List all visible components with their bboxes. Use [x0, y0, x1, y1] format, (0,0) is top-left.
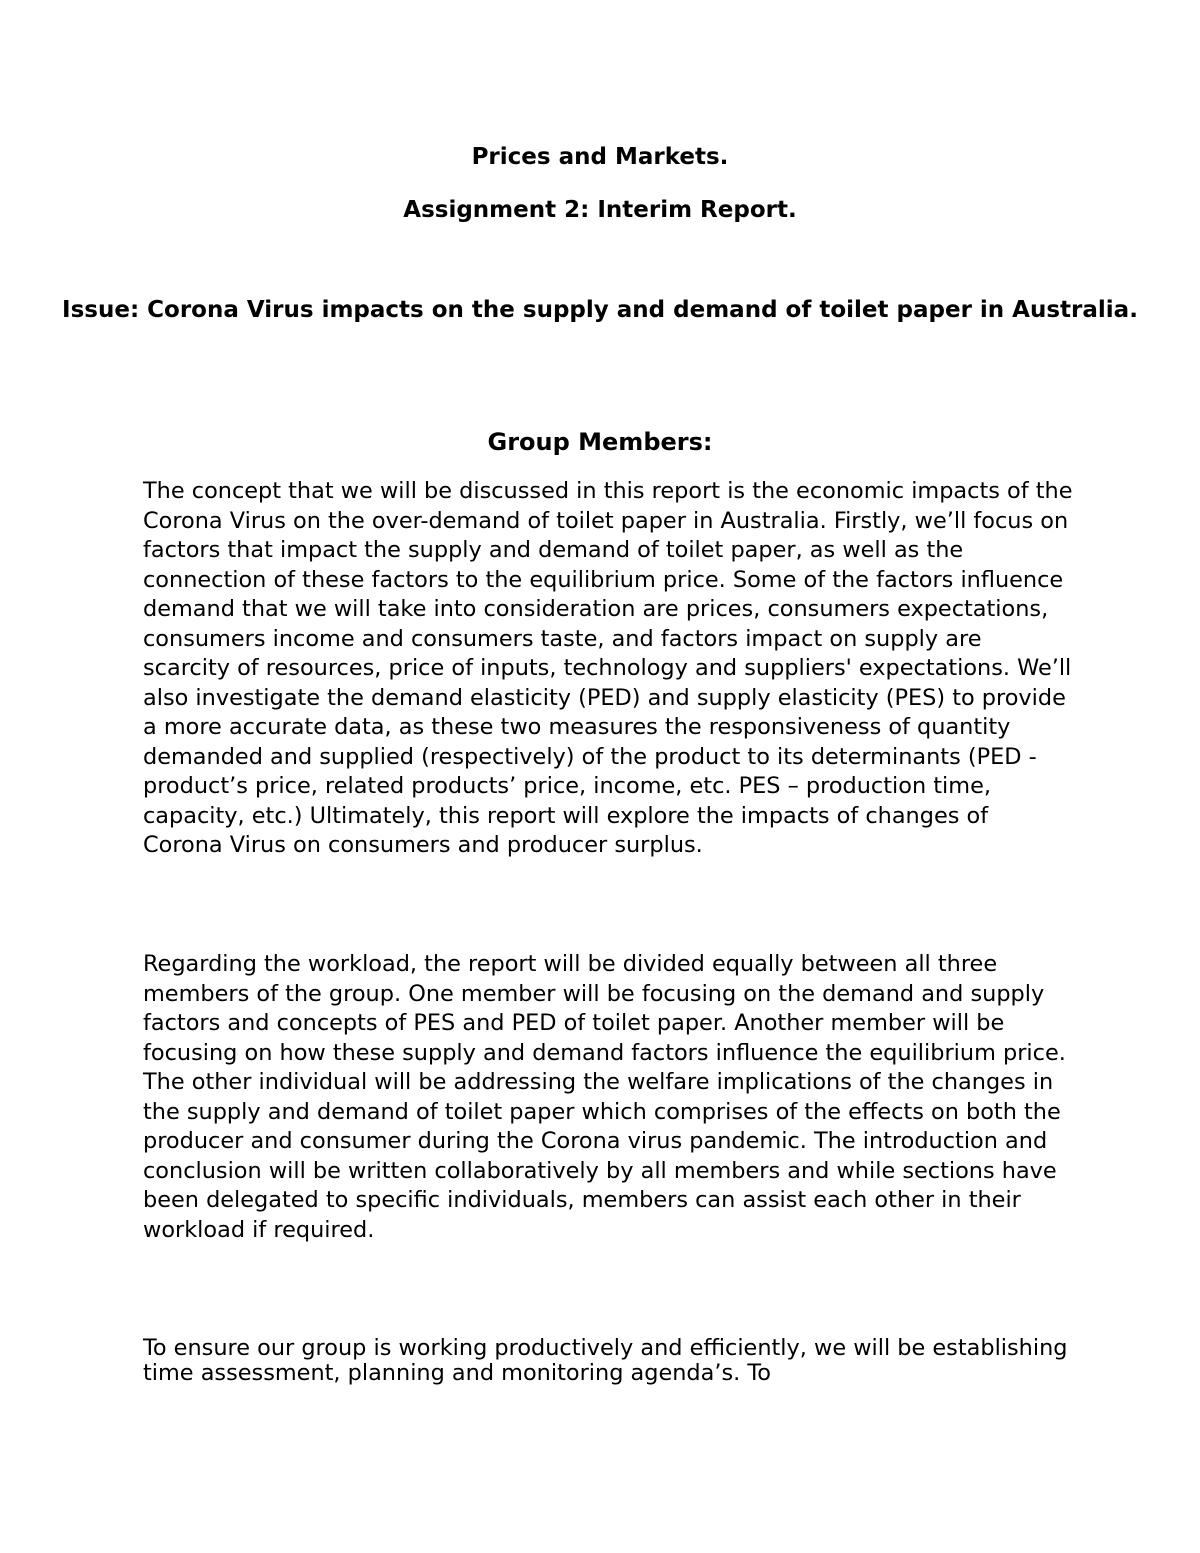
issue-heading: Issue: Corona Virus impacts on the supply and demand of toilet paper in Australia.: [62, 297, 1138, 323]
group-members-heading: Group Members:: [487, 428, 713, 456]
document-title: Prices and Markets.: [471, 144, 729, 170]
paragraph-workload: Regarding the workload, the report will be divided equally between all three members of the group. One member will be focusing on the demand and supply factors and concepts of PES and PED of toilet paper. Another member will be focusing on how these supply and demand factors influence the equilibrium price. The other individual will be addressing the welfare implications of the changes in the supply and demand of toilet paper which comprises of the effects on both the producer and consumer during the Corona virus pandemic. The introduction and conclusion will be written collaboratively by all members and while sections have been delegated to specific individuals, members can assist each other in their workload if required.: [143, 951, 1066, 1243]
document-subtitle: Assignment 2: Interim Report.: [403, 197, 797, 223]
paragraph-productivity: To ensure our group is working productively and efficiently, we will be establishing time assessment, planning and monitoring agenda’s. To: [143, 1335, 1068, 1386]
paragraph-concept: The concept that we will be discussed in this report is the economic impacts of the Corona Virus on the over-demand of toilet paper in Australia. Firstly, we’ll focus on factors that impact the supply and demand of toilet paper, as well as the connection of these factors to the equilibrium price. Some of the factors influence demand that we will take into consideration are prices, consumers expectations, consumers income and consumers taste, and factors impact on supply are scarcity of resources, price of inputs, technology and suppliers' expectations. We’ll also investigate the demand elasticity (PED) and supply elasticity (PES) to provide a more accurate data, as these two measures the responsiveness of quantity demanded and supplied (respectively) of the product to its determinants (PED - product’s price, related products’ price, income, etc. PES – production time, capacity, etc.) Ultimately, this report will explore the impacts of changes of Corona Virus on consumers and producer surplus.: [143, 478, 1073, 858]
